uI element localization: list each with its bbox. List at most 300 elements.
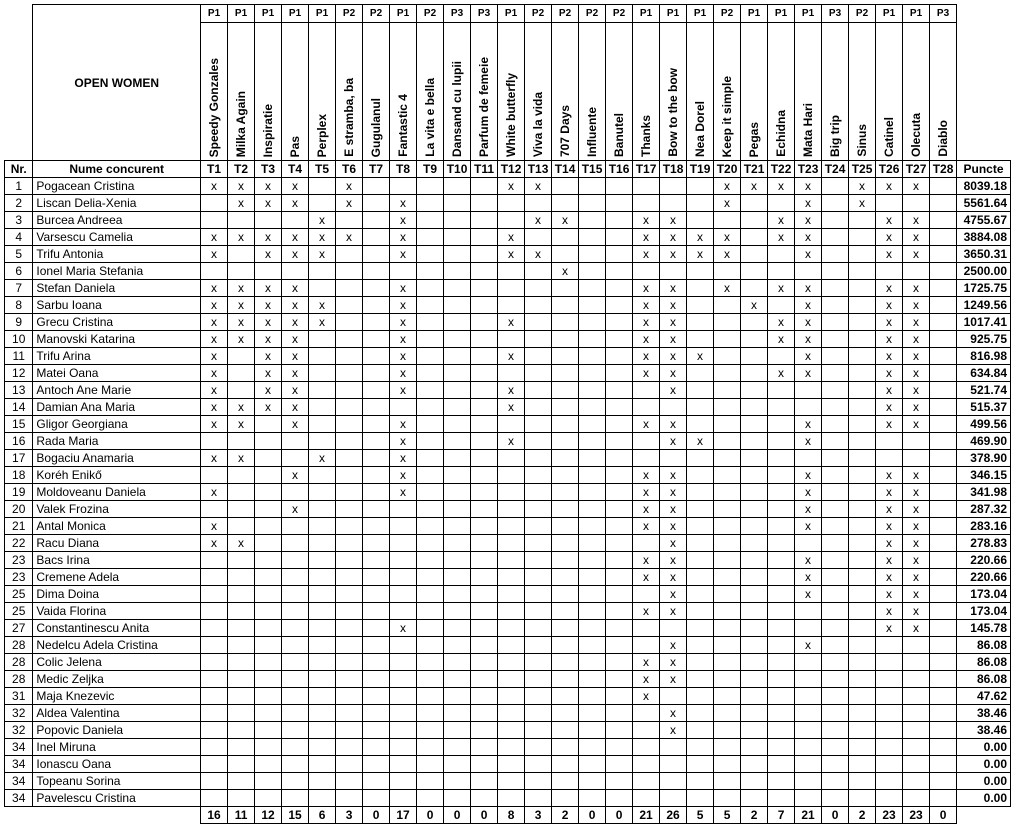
top-cell — [768, 722, 795, 739]
top-mark: x — [282, 314, 309, 331]
top-cell — [336, 773, 363, 790]
top-cell — [255, 212, 282, 229]
top-mark: x — [660, 705, 687, 722]
top-mark: x — [660, 229, 687, 246]
top-cell — [282, 790, 309, 807]
competitor-name: Cremene Adela — [33, 569, 201, 586]
top-cell — [309, 773, 336, 790]
top-cell — [768, 263, 795, 280]
track-priority: P1 — [390, 5, 417, 23]
top-cell — [417, 246, 444, 263]
top-cell — [714, 773, 741, 790]
competitor-name: Pogacean Cristina — [33, 178, 201, 195]
top-mark: x — [768, 212, 795, 229]
top-cell — [741, 348, 768, 365]
top-cell — [876, 263, 903, 280]
top-cell — [255, 484, 282, 501]
top-cell — [390, 688, 417, 705]
top-cell — [309, 195, 336, 212]
top-cell — [579, 586, 606, 603]
table-row — [5, 331, 1011, 348]
table-title: OPEN WOMEN — [33, 5, 201, 161]
track-name: Bow to the bow — [666, 68, 681, 157]
track-code-header: T13 — [525, 161, 552, 178]
top-cell — [930, 620, 957, 637]
top-cell — [768, 688, 795, 705]
top-mark: x — [552, 263, 579, 280]
top-cell — [579, 688, 606, 705]
top-mark: x — [255, 246, 282, 263]
rank-cell: 1 — [5, 178, 33, 195]
top-mark: x — [741, 178, 768, 195]
top-cell — [849, 705, 876, 722]
top-cell — [822, 552, 849, 569]
top-cell — [930, 229, 957, 246]
top-cell — [579, 603, 606, 620]
track-name-header — [552, 23, 579, 161]
competitor-name: Colic Jelena — [33, 654, 201, 671]
table-row — [5, 263, 1011, 280]
top-cell — [849, 722, 876, 739]
top-mark: x — [660, 365, 687, 382]
top-cell — [714, 569, 741, 586]
top-mark: x — [228, 229, 255, 246]
top-cell — [471, 416, 498, 433]
top-mark: x — [795, 212, 822, 229]
top-cell — [822, 535, 849, 552]
top-cell — [498, 195, 525, 212]
track-total: 2 — [741, 807, 768, 824]
top-cell — [903, 195, 930, 212]
top-cell — [390, 552, 417, 569]
top-cell — [390, 518, 417, 535]
top-mark: x — [390, 229, 417, 246]
top-mark: x — [201, 246, 228, 263]
rank-cell: 25 — [5, 603, 33, 620]
top-cell — [579, 382, 606, 399]
track-priority: P1 — [903, 5, 930, 23]
top-cell — [606, 739, 633, 756]
top-cell — [930, 280, 957, 297]
top-cell — [822, 790, 849, 807]
top-mark: x — [687, 229, 714, 246]
top-cell — [525, 603, 552, 620]
top-cell — [552, 484, 579, 501]
top-cell — [417, 654, 444, 671]
top-cell — [228, 586, 255, 603]
top-mark: x — [498, 382, 525, 399]
top-mark: x — [660, 722, 687, 739]
top-cell — [822, 484, 849, 501]
top-mark: x — [498, 178, 525, 195]
top-cell — [687, 331, 714, 348]
points-cell: 173.04 — [957, 603, 1011, 620]
top-mark: x — [741, 297, 768, 314]
track-name-header — [309, 23, 336, 161]
track-priority: P1 — [660, 5, 687, 23]
top-mark: x — [795, 348, 822, 365]
rank-cell: 15 — [5, 416, 33, 433]
top-mark: x — [390, 348, 417, 365]
top-cell — [309, 365, 336, 382]
top-cell — [444, 603, 471, 620]
table-row — [5, 314, 1011, 331]
competitor-name: Bogaciu Anamaria — [33, 450, 201, 467]
top-cell — [471, 603, 498, 620]
top-mark: x — [795, 195, 822, 212]
top-cell — [768, 382, 795, 399]
top-cell — [417, 586, 444, 603]
track-name-header — [444, 23, 471, 161]
top-cell — [768, 739, 795, 756]
track-name-header — [255, 23, 282, 161]
rank-cell: 23 — [5, 569, 33, 586]
track-code-header: T17 — [633, 161, 660, 178]
top-mark: x — [903, 297, 930, 314]
top-cell — [525, 586, 552, 603]
blank-cell — [5, 5, 33, 23]
top-mark: x — [498, 399, 525, 416]
top-cell — [309, 484, 336, 501]
top-cell — [849, 586, 876, 603]
top-mark: x — [660, 467, 687, 484]
points-cell: 0.00 — [957, 790, 1011, 807]
top-mark: x — [795, 246, 822, 263]
top-cell — [255, 603, 282, 620]
top-cell — [498, 739, 525, 756]
top-cell — [660, 756, 687, 773]
top-cell — [849, 433, 876, 450]
top-mark: x — [795, 586, 822, 603]
top-cell — [309, 603, 336, 620]
track-total: 5 — [687, 807, 714, 824]
top-cell — [714, 722, 741, 739]
top-cell — [633, 637, 660, 654]
top-cell — [930, 739, 957, 756]
rank-cell: 10 — [5, 331, 33, 348]
top-cell — [606, 467, 633, 484]
top-mark: x — [525, 178, 552, 195]
track-name-header — [525, 23, 552, 161]
top-cell — [849, 552, 876, 569]
top-cell — [741, 705, 768, 722]
top-cell — [228, 739, 255, 756]
top-cell — [363, 620, 390, 637]
top-cell — [903, 671, 930, 688]
top-cell — [309, 637, 336, 654]
top-cell — [579, 195, 606, 212]
top-cell — [228, 637, 255, 654]
table-row — [5, 773, 1011, 790]
top-cell — [417, 739, 444, 756]
top-cell — [336, 331, 363, 348]
top-cell — [309, 348, 336, 365]
top-cell — [363, 382, 390, 399]
top-cell — [687, 518, 714, 535]
top-cell — [228, 501, 255, 518]
top-cell — [255, 654, 282, 671]
top-cell — [930, 688, 957, 705]
top-cell — [768, 586, 795, 603]
top-cell — [741, 654, 768, 671]
top-cell — [768, 654, 795, 671]
top-cell — [309, 280, 336, 297]
top-cell — [471, 348, 498, 365]
top-cell — [606, 433, 633, 450]
top-cell — [822, 433, 849, 450]
top-cell — [606, 569, 633, 586]
nr-header: Nr. — [5, 161, 33, 178]
table-row — [5, 399, 1011, 416]
top-cell — [228, 246, 255, 263]
top-cell — [930, 263, 957, 280]
top-cell — [417, 535, 444, 552]
top-cell — [363, 263, 390, 280]
top-mark: x — [201, 297, 228, 314]
top-cell — [498, 671, 525, 688]
top-cell — [336, 637, 363, 654]
competitor-name: Inel Miruna — [33, 739, 201, 756]
top-cell — [363, 365, 390, 382]
top-cell — [741, 263, 768, 280]
top-cell — [849, 569, 876, 586]
points-cell: 220.66 — [957, 569, 1011, 586]
top-mark: x — [633, 246, 660, 263]
top-cell — [714, 688, 741, 705]
table-row — [5, 620, 1011, 637]
top-cell — [525, 484, 552, 501]
top-cell — [768, 603, 795, 620]
top-cell — [903, 756, 930, 773]
top-cell — [552, 195, 579, 212]
track-code-header: T19 — [687, 161, 714, 178]
track-priority: P2 — [606, 5, 633, 23]
track-priority: P1 — [498, 5, 525, 23]
table-row — [5, 416, 1011, 433]
top-mark: x — [903, 518, 930, 535]
track-code-header: T28 — [930, 161, 957, 178]
top-cell — [417, 229, 444, 246]
track-name: Pas — [288, 135, 303, 157]
track-code-header: T4 — [282, 161, 309, 178]
top-cell — [822, 501, 849, 518]
top-cell — [444, 280, 471, 297]
track-name: Olecuta — [909, 112, 924, 157]
top-mark: x — [228, 178, 255, 195]
top-cell — [849, 399, 876, 416]
rank-cell: 17 — [5, 450, 33, 467]
top-cell — [390, 705, 417, 722]
top-cell — [498, 688, 525, 705]
top-mark: x — [255, 297, 282, 314]
top-cell — [633, 433, 660, 450]
top-cell — [849, 518, 876, 535]
top-cell — [498, 790, 525, 807]
top-mark: x — [336, 178, 363, 195]
top-cell — [363, 705, 390, 722]
top-mark: x — [876, 569, 903, 586]
top-cell — [444, 348, 471, 365]
top-cell — [525, 671, 552, 688]
track-priority: P3 — [822, 5, 849, 23]
rank-cell: 18 — [5, 467, 33, 484]
top-mark: x — [201, 382, 228, 399]
top-mark: x — [903, 314, 930, 331]
table-row — [5, 654, 1011, 671]
top-cell — [579, 348, 606, 365]
top-mark: x — [390, 365, 417, 382]
top-cell — [795, 382, 822, 399]
top-cell — [579, 654, 606, 671]
top-cell — [849, 501, 876, 518]
top-cell — [228, 688, 255, 705]
competitor-name: Gligor Georgiana — [33, 416, 201, 433]
top-mark: x — [201, 178, 228, 195]
top-cell — [579, 518, 606, 535]
track-priority: P1 — [633, 5, 660, 23]
top-cell — [579, 535, 606, 552]
top-cell — [228, 433, 255, 450]
competitor-name: Moldoveanu Daniela — [33, 484, 201, 501]
top-mark: x — [228, 399, 255, 416]
table-row — [5, 178, 1011, 195]
top-cell — [471, 467, 498, 484]
top-cell — [768, 246, 795, 263]
top-cell — [552, 620, 579, 637]
track-name: Sinus — [855, 124, 870, 157]
top-cell — [228, 654, 255, 671]
top-mark: x — [633, 365, 660, 382]
column-header-row — [5, 161, 1011, 178]
top-cell — [444, 569, 471, 586]
track-name-header — [822, 23, 849, 161]
top-mark: x — [255, 280, 282, 297]
top-cell — [795, 620, 822, 637]
top-cell — [714, 331, 741, 348]
name-header: Nume concurent — [33, 161, 201, 178]
top-cell — [309, 705, 336, 722]
top-mark: x — [876, 518, 903, 535]
top-cell — [390, 178, 417, 195]
top-mark: x — [390, 484, 417, 501]
track-code-header: T22 — [768, 161, 795, 178]
track-total: 0 — [363, 807, 390, 824]
track-name-header — [498, 23, 525, 161]
top-cell — [444, 552, 471, 569]
top-cell — [309, 620, 336, 637]
top-cell — [822, 671, 849, 688]
track-priority: P1 — [255, 5, 282, 23]
blank-cell — [957, 5, 1011, 23]
points-cell: 5561.64 — [957, 195, 1011, 212]
top-cell — [444, 535, 471, 552]
top-mark: x — [903, 501, 930, 518]
top-cell — [525, 637, 552, 654]
top-cell — [309, 467, 336, 484]
top-mark: x — [660, 416, 687, 433]
top-cell — [525, 518, 552, 535]
top-cell — [606, 331, 633, 348]
top-cell — [444, 739, 471, 756]
top-cell — [930, 773, 957, 790]
top-mark: x — [876, 620, 903, 637]
top-cell — [714, 484, 741, 501]
top-mark: x — [390, 195, 417, 212]
track-code-header: T23 — [795, 161, 822, 178]
top-mark: x — [687, 348, 714, 365]
track-priority: P1 — [795, 5, 822, 23]
top-mark: x — [795, 552, 822, 569]
top-cell — [471, 212, 498, 229]
top-mark: x — [633, 484, 660, 501]
top-cell — [417, 637, 444, 654]
top-cell — [525, 450, 552, 467]
track-code-header: T24 — [822, 161, 849, 178]
top-cell — [822, 450, 849, 467]
top-cell — [282, 535, 309, 552]
top-mark: x — [309, 246, 336, 263]
top-cell — [606, 314, 633, 331]
top-cell — [768, 518, 795, 535]
top-cell — [309, 399, 336, 416]
top-cell — [552, 331, 579, 348]
top-cell — [633, 756, 660, 773]
top-cell — [255, 467, 282, 484]
track-code-header: T1 — [201, 161, 228, 178]
top-mark: x — [903, 331, 930, 348]
top-cell — [444, 195, 471, 212]
track-name-header — [606, 23, 633, 161]
track-total: 11 — [228, 807, 255, 824]
top-cell — [498, 773, 525, 790]
top-cell — [444, 365, 471, 382]
top-cell — [309, 178, 336, 195]
top-cell — [849, 756, 876, 773]
top-cell — [471, 535, 498, 552]
top-cell — [903, 722, 930, 739]
top-cell — [930, 722, 957, 739]
top-cell — [687, 756, 714, 773]
competitor-name: Vaida Florina — [33, 603, 201, 620]
top-cell — [930, 382, 957, 399]
top-cell — [687, 722, 714, 739]
points-cell: 816.98 — [957, 348, 1011, 365]
top-cell — [606, 790, 633, 807]
track-name-header — [741, 23, 768, 161]
top-cell — [444, 382, 471, 399]
top-cell — [363, 671, 390, 688]
top-cell — [768, 756, 795, 773]
top-cell — [201, 790, 228, 807]
top-cell — [633, 586, 660, 603]
top-cell — [606, 688, 633, 705]
track-name-header — [282, 23, 309, 161]
table-row — [5, 586, 1011, 603]
top-cell — [930, 637, 957, 654]
top-cell — [714, 790, 741, 807]
top-mark: x — [498, 348, 525, 365]
top-cell — [201, 467, 228, 484]
top-cell — [471, 773, 498, 790]
top-mark: x — [660, 518, 687, 535]
top-cell — [606, 365, 633, 382]
top-cell — [579, 297, 606, 314]
top-cell — [903, 790, 930, 807]
top-cell — [822, 178, 849, 195]
top-cell — [795, 790, 822, 807]
top-mark: x — [255, 365, 282, 382]
table-row — [5, 501, 1011, 518]
